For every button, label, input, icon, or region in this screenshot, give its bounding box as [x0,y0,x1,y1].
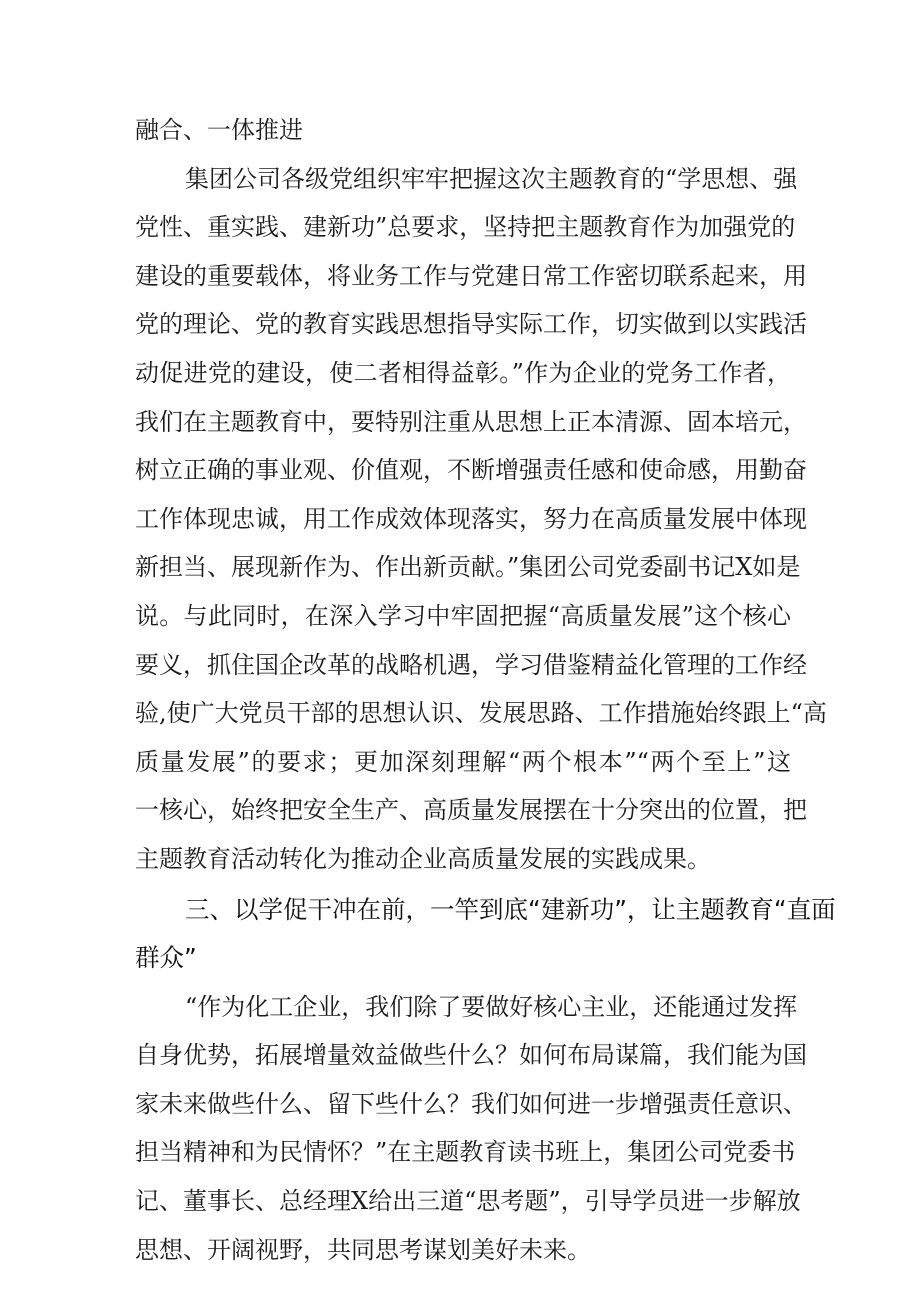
document-page [135,106,836,1274]
section-heading-line: 群众” [135,943,197,973]
paragraph-1-line: 集团公司各级党组织牢牢把握这次主题教育的“学思想、强 [185,164,798,193]
paragraph-1-line: 我们在主题教育中，要特别注重从思想上正本清源、固本培元， [135,407,807,436]
paragraph-1-line: 质量发展”的要求；更加深刻理解“两个根本”“两个至上”这 [135,747,791,776]
paragraph-2-line: 记、董事长、总经理X给出三道“思考题”，引导学员进一步解放 [135,1187,801,1216]
paragraph-1-line: 说。与此同时，在深入学习中牢固把握“高质量发展”这个核心 [135,601,791,630]
paragraph-2-line: “作为化工企业，我们除了要做好核心主业，还能通过发挥 [185,992,798,1021]
paragraph-1-line: 一核心，始终把安全生产、高质量发展摆在十分突出的位置，把 [135,796,807,825]
intro-line: 融合、一体推进 [135,116,303,144]
paragraph-1-line: 建设的重要载体，将业务工作与党建日常工作密切联系起来，用 [135,261,807,290]
paragraph-1-line: 验,使广大党员干部的思想认识、发展思路、工作措施始终跟上“高 [135,699,827,728]
paragraph-1-line: 要义，抓住国企改革的战略机遇，学习借鉴精益化管理的工作经 [135,650,807,679]
paragraph-2-line: 思想、开阔视野，共同思考谋划美好未来。 [135,1235,591,1264]
section-heading-3 [135,886,836,983]
paragraph-1-line: 党性、重实践、建新功”总要求，坚持把主题教育作为加强党的 [135,213,796,242]
paragraph-1-line: 树立正确的事业观、价值观，不断增强责任感和使命感，用勤奋 [135,456,807,485]
paragraph-1-line: 新担当、展现新作为、作出新贡献。”集团公司党委副书记X如是 [135,553,801,582]
paragraph-1-line: 工作体现忠诚，用工作成效体现落实，努力在高质量发展中体现 [135,504,807,533]
paragraph-2-line: 家未来做些什么、留下些什么？我们如何进一步增强责任意识、 [135,1089,807,1118]
paragraph-1-line: 党的理论、党的教育实践思想指导实际工作，切实做到以实践活 [135,310,807,339]
paragraph-1-line: 动促进党的建设，使二者相得益彰。”作为企业的党务工作者， [135,358,791,387]
paragraph-2-line: 担当精神和为民情怀？”在主题教育读书班上，集团公司党委书 [135,1138,796,1167]
section-heading-line: 三、以学促干冲在前，一竿到底“建新功”，让主题教育“直面 [185,894,836,924]
paragraph-1 [135,155,827,884]
intro-line-block [135,106,791,155]
paragraph-1-line: 主题教育活动转化为推动企业高质量发展的实践成果。 [135,844,711,873]
paragraph-2-line: 自身优势，拓展增量效益做些什么？如何布局谋篇，我们能为国 [135,1041,807,1070]
paragraph-2 [135,983,807,1275]
